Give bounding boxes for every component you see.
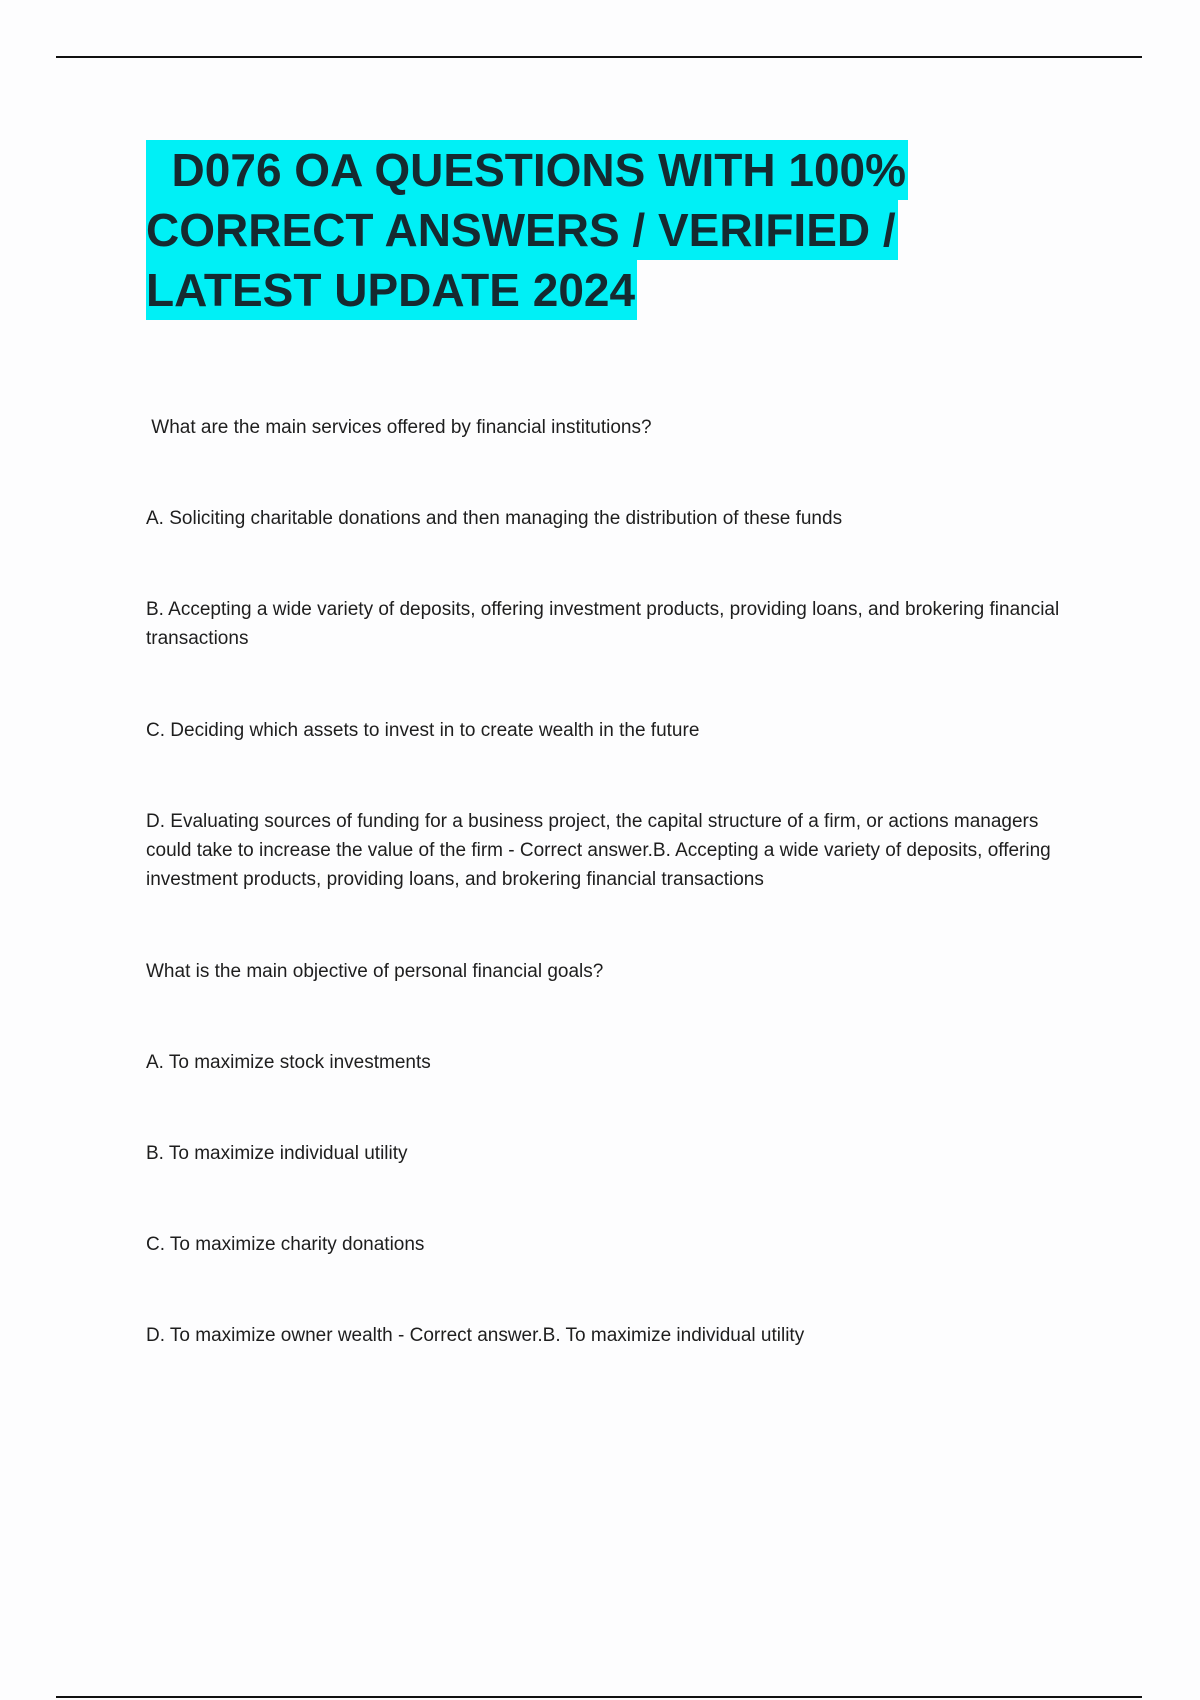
question-2-option-b: B. To maximize individual utility: [146, 1143, 408, 1164]
question-1-text: What are the main services offered by financial institutions?: [146, 417, 652, 438]
document-title: [146, 140, 1066, 320]
question-2-option-a: A. To maximize stock investments: [146, 1052, 431, 1073]
question-2-option-d: D. To maximize owner wealth - Correct answer.B. To maximize individual utility: [146, 1325, 805, 1346]
title-line-2: CORRECT ANSWERS / VERIFIED /: [146, 200, 898, 260]
title-line-1: D076 OA QUESTIONS WITH 100%: [146, 140, 908, 200]
question-1-option-c: C. Deciding which assets to invest in to create wealth in the future: [146, 720, 700, 741]
top-rule: [56, 56, 1142, 58]
question-1-option-d: D. Evaluating sources of funding for a business project, the capital structure of a firm, or actions managers could take to increase the value of the firm - Correct answer.B. Accepting a wide variety of deposits, offering investment products, providing loans, and brokering financial transactions: [146, 811, 1051, 890]
question-2-text: What is the main objective of personal financial goals?: [146, 961, 604, 982]
question-1-option-b: B. Accepting a wide variety of deposits, offering investment products, providing loans, and brokering financial transactions: [146, 599, 1060, 649]
bottom-rule: [56, 1696, 1142, 1698]
title-line-3: LATEST UPDATE 2024: [146, 260, 637, 320]
question-1-option-a: A. Soliciting charitable donations and then managing the distribution of these funds: [146, 508, 843, 529]
question-2-option-c: C. To maximize charity donations: [146, 1234, 425, 1255]
